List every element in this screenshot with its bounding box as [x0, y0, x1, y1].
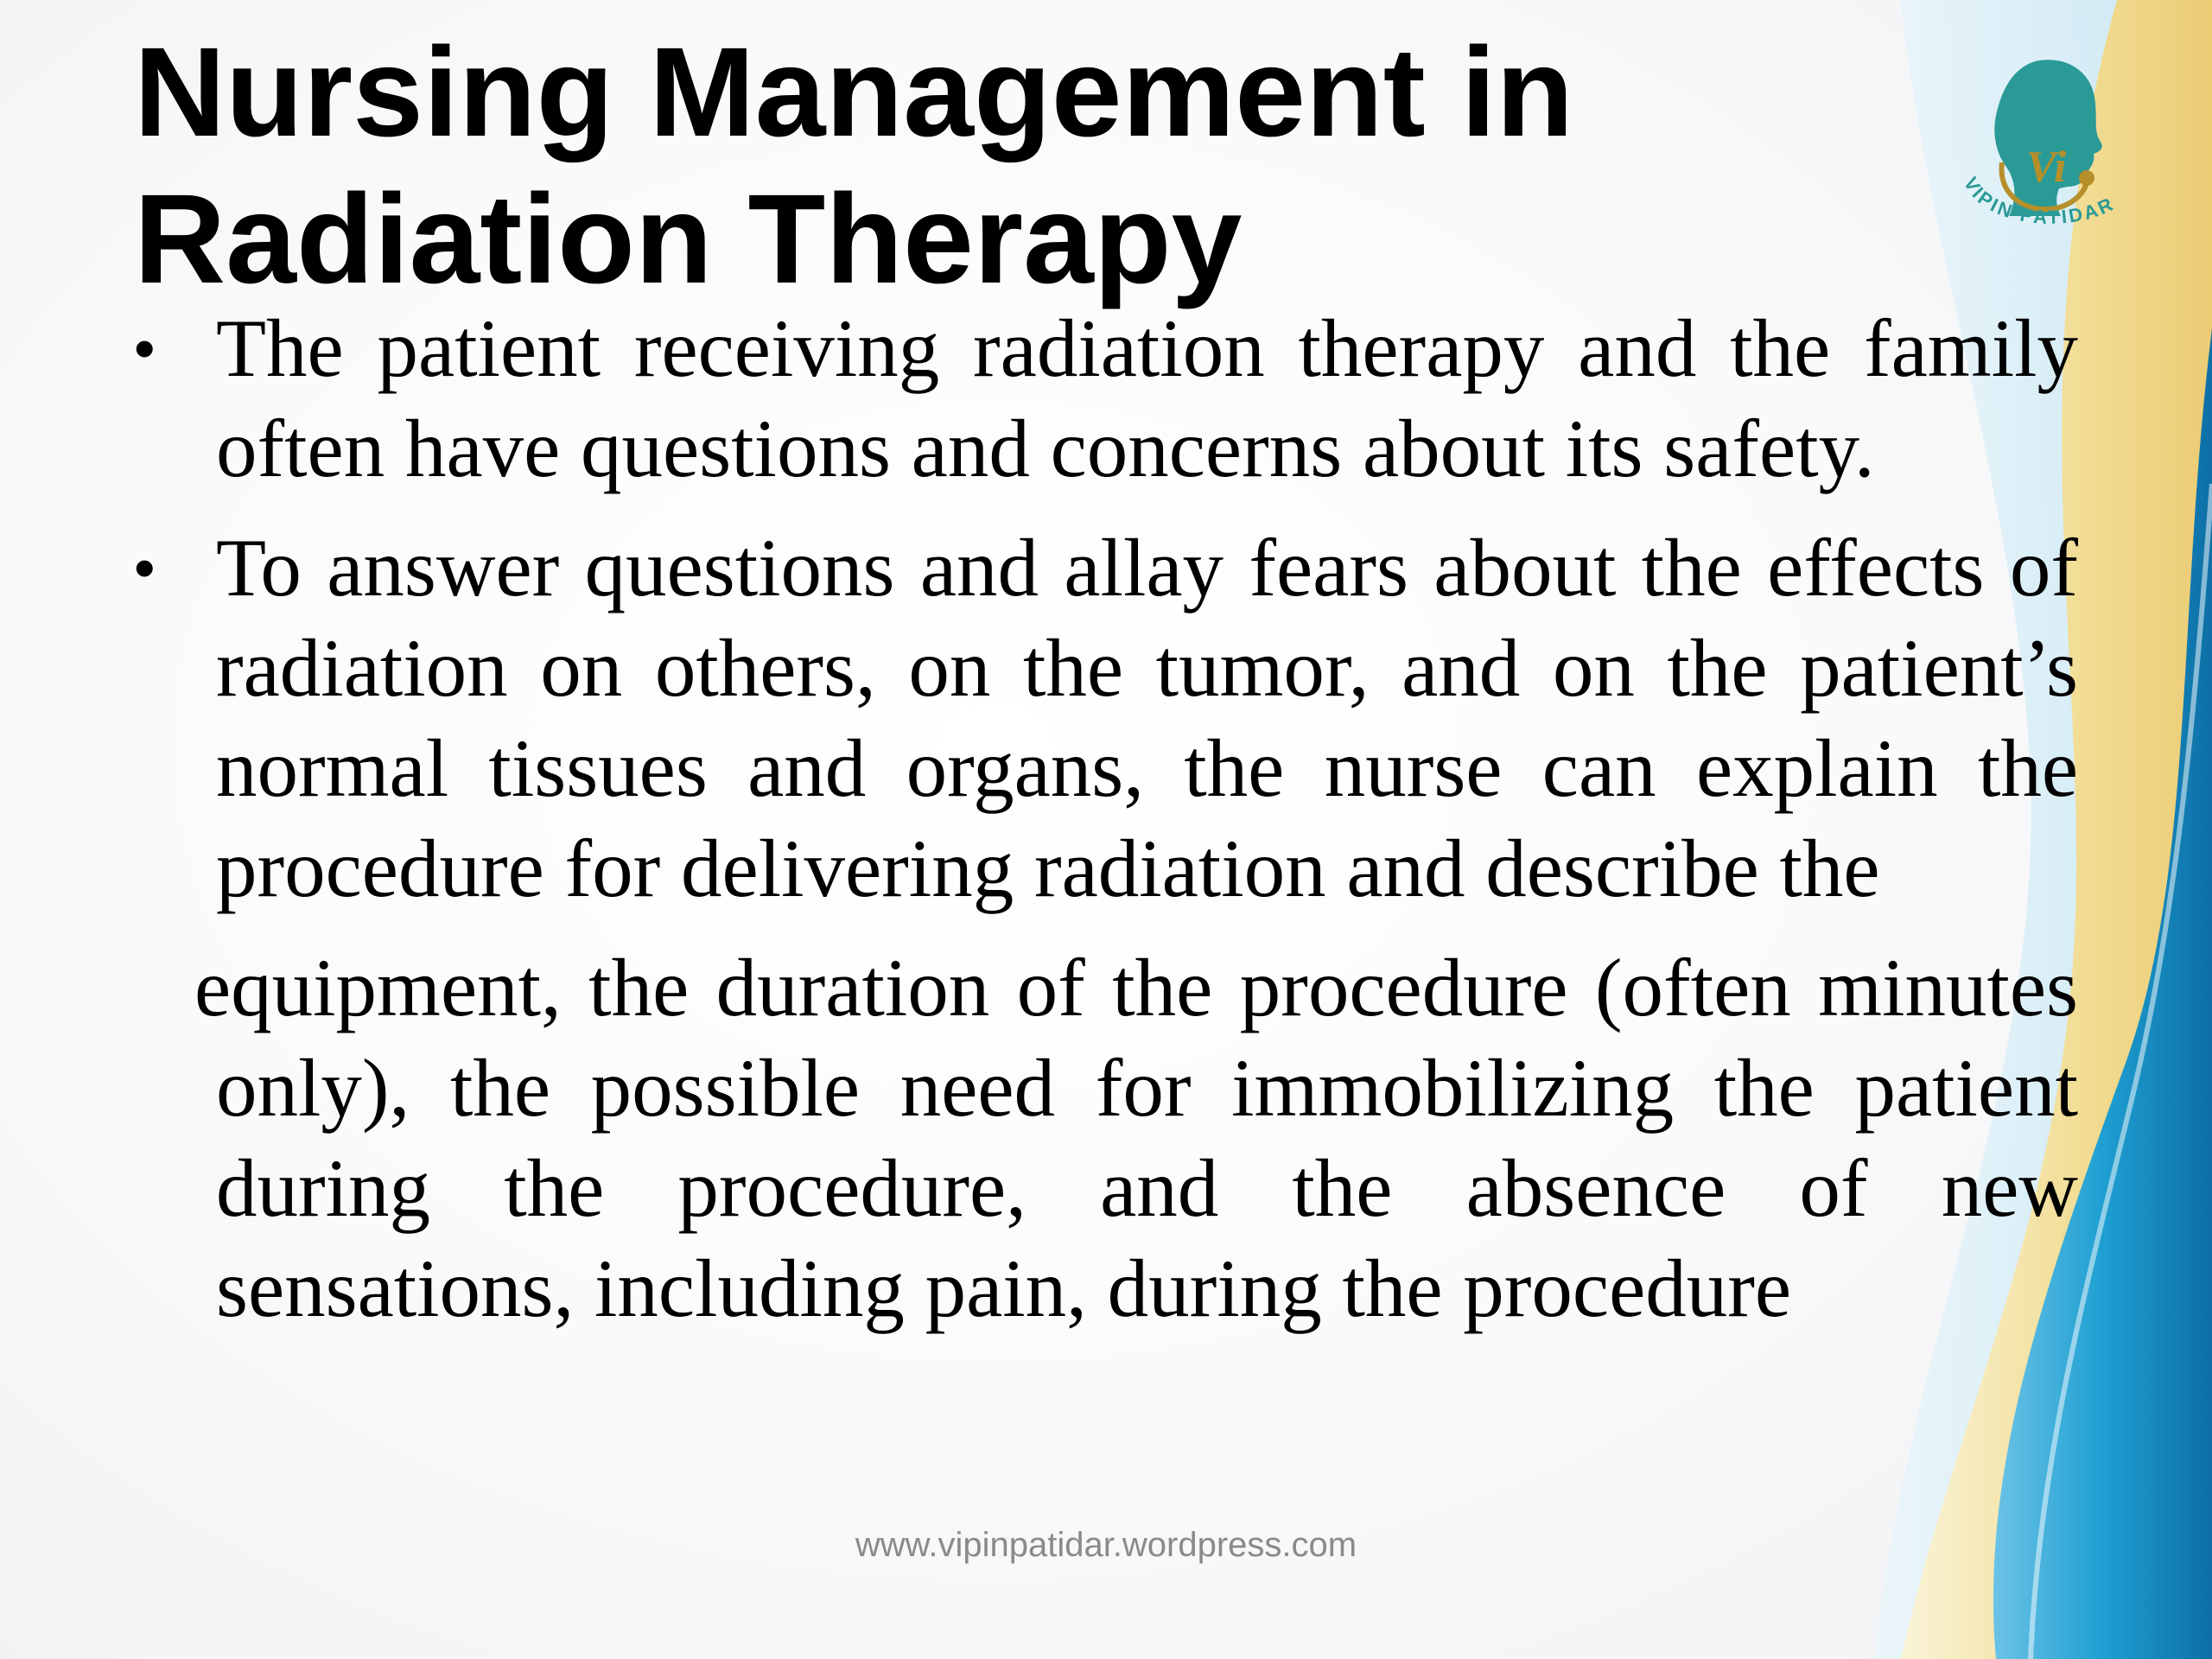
bullet-item-2 — [134, 518, 2078, 918]
continuation-text: only), the possible need for immobilizing the patient during the procedure, and the absence of new sensations, including pain, during the procedure — [216, 1042, 2078, 1334]
bullet-icon: • — [134, 315, 156, 382]
title-line-1: Nursing Management in — [134, 22, 1574, 163]
bullet-item-1 — [134, 298, 2078, 499]
logo-text-path: VIPIN PATIDAR — [1959, 173, 2119, 228]
vipin-patidar-logo — [1948, 52, 2152, 259]
slide-body — [134, 298, 2078, 1338]
logo-monogram: Vi — [2026, 143, 2067, 192]
continuation-first-line: equipment, the duration of the procedure (often minutes — [194, 942, 2078, 1033]
footer-url: www.vipinpatidar.wordpress.com — [855, 1526, 1357, 1564]
title-line-2: Radiation Therapy — [134, 168, 1243, 310]
bullet-text-1: The patient receiving radiation therapy and the family often have questions and concerns about its safety. — [216, 302, 2078, 494]
slide-title — [134, 19, 1776, 313]
bullet-text-2: To answer questions and allay fears about the effects of radiation on others, on the tumor, and on the patient’s normal tissues and organs, the nurse can explain the procedure for delivering radiation and describe the — [216, 522, 2078, 914]
bullet-icon: • — [134, 534, 156, 601]
bullet-continuation — [134, 938, 2078, 1338]
